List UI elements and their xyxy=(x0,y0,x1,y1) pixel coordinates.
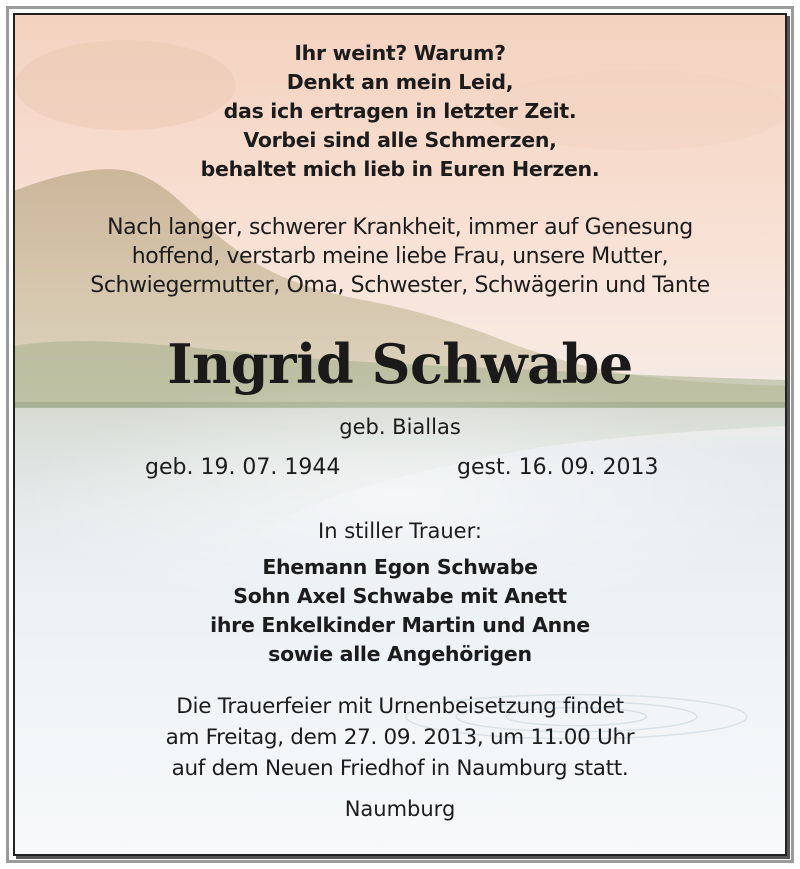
birth-name: geb. Biallas xyxy=(339,415,461,439)
mourner-line: Ehemann Egon Schwabe xyxy=(262,555,538,579)
death-date: gest. 16. 09. 2013 xyxy=(457,455,659,480)
birth-date: geb. 19. 07. 1944 xyxy=(145,455,341,480)
funeral-line: auf dem Neuen Friedhof in Naumburg statt. xyxy=(171,756,629,781)
poem-line: behaltet mich lieb in Euren Herzen. xyxy=(200,157,600,181)
poem-line: Denkt an mein Leid, xyxy=(286,70,514,94)
poem-line: Ihr weint? Warum? xyxy=(294,41,506,65)
announcement-line: hoffend, verstarb meine liebe Frau, unsere Mutter, xyxy=(131,244,669,269)
funeral-line: Die Trauerfeier mit Urnenbeisetzung findet xyxy=(176,694,624,719)
death-announcement-text xyxy=(15,213,785,300)
notice-content xyxy=(15,15,785,854)
deceased-name: Ingrid Schwabe xyxy=(167,332,633,396)
place-name: Naumburg xyxy=(344,797,456,821)
poem-line: Vorbei sind alle Schmerzen, xyxy=(243,128,557,152)
mourning-heading: In stiller Trauer: xyxy=(318,519,482,543)
funeral-details xyxy=(15,691,785,784)
funeral-line: am Freitag, dem 27. 09. 2013, um 11.00 Uhr xyxy=(165,725,635,750)
poem-line: das ich ertragen in letzter Zeit. xyxy=(223,99,577,123)
mourner-line: Sohn Axel Schwabe mit Anett xyxy=(233,584,567,608)
mourner-line: ihre Enkelkinder Martin und Anne xyxy=(210,613,590,637)
announcement-line: Nach langer, schwerer Krankheit, immer auf Genesung xyxy=(107,215,693,240)
announcement-line: Schwiegermutter, Oma, Schwester, Schwägerin und Tante xyxy=(90,273,710,298)
mourners-list xyxy=(15,553,785,669)
notice-panel xyxy=(13,13,787,856)
mourner-line: sowie alle Angehörigen xyxy=(268,642,532,666)
notice-frame xyxy=(6,6,794,863)
poem xyxy=(15,39,785,184)
